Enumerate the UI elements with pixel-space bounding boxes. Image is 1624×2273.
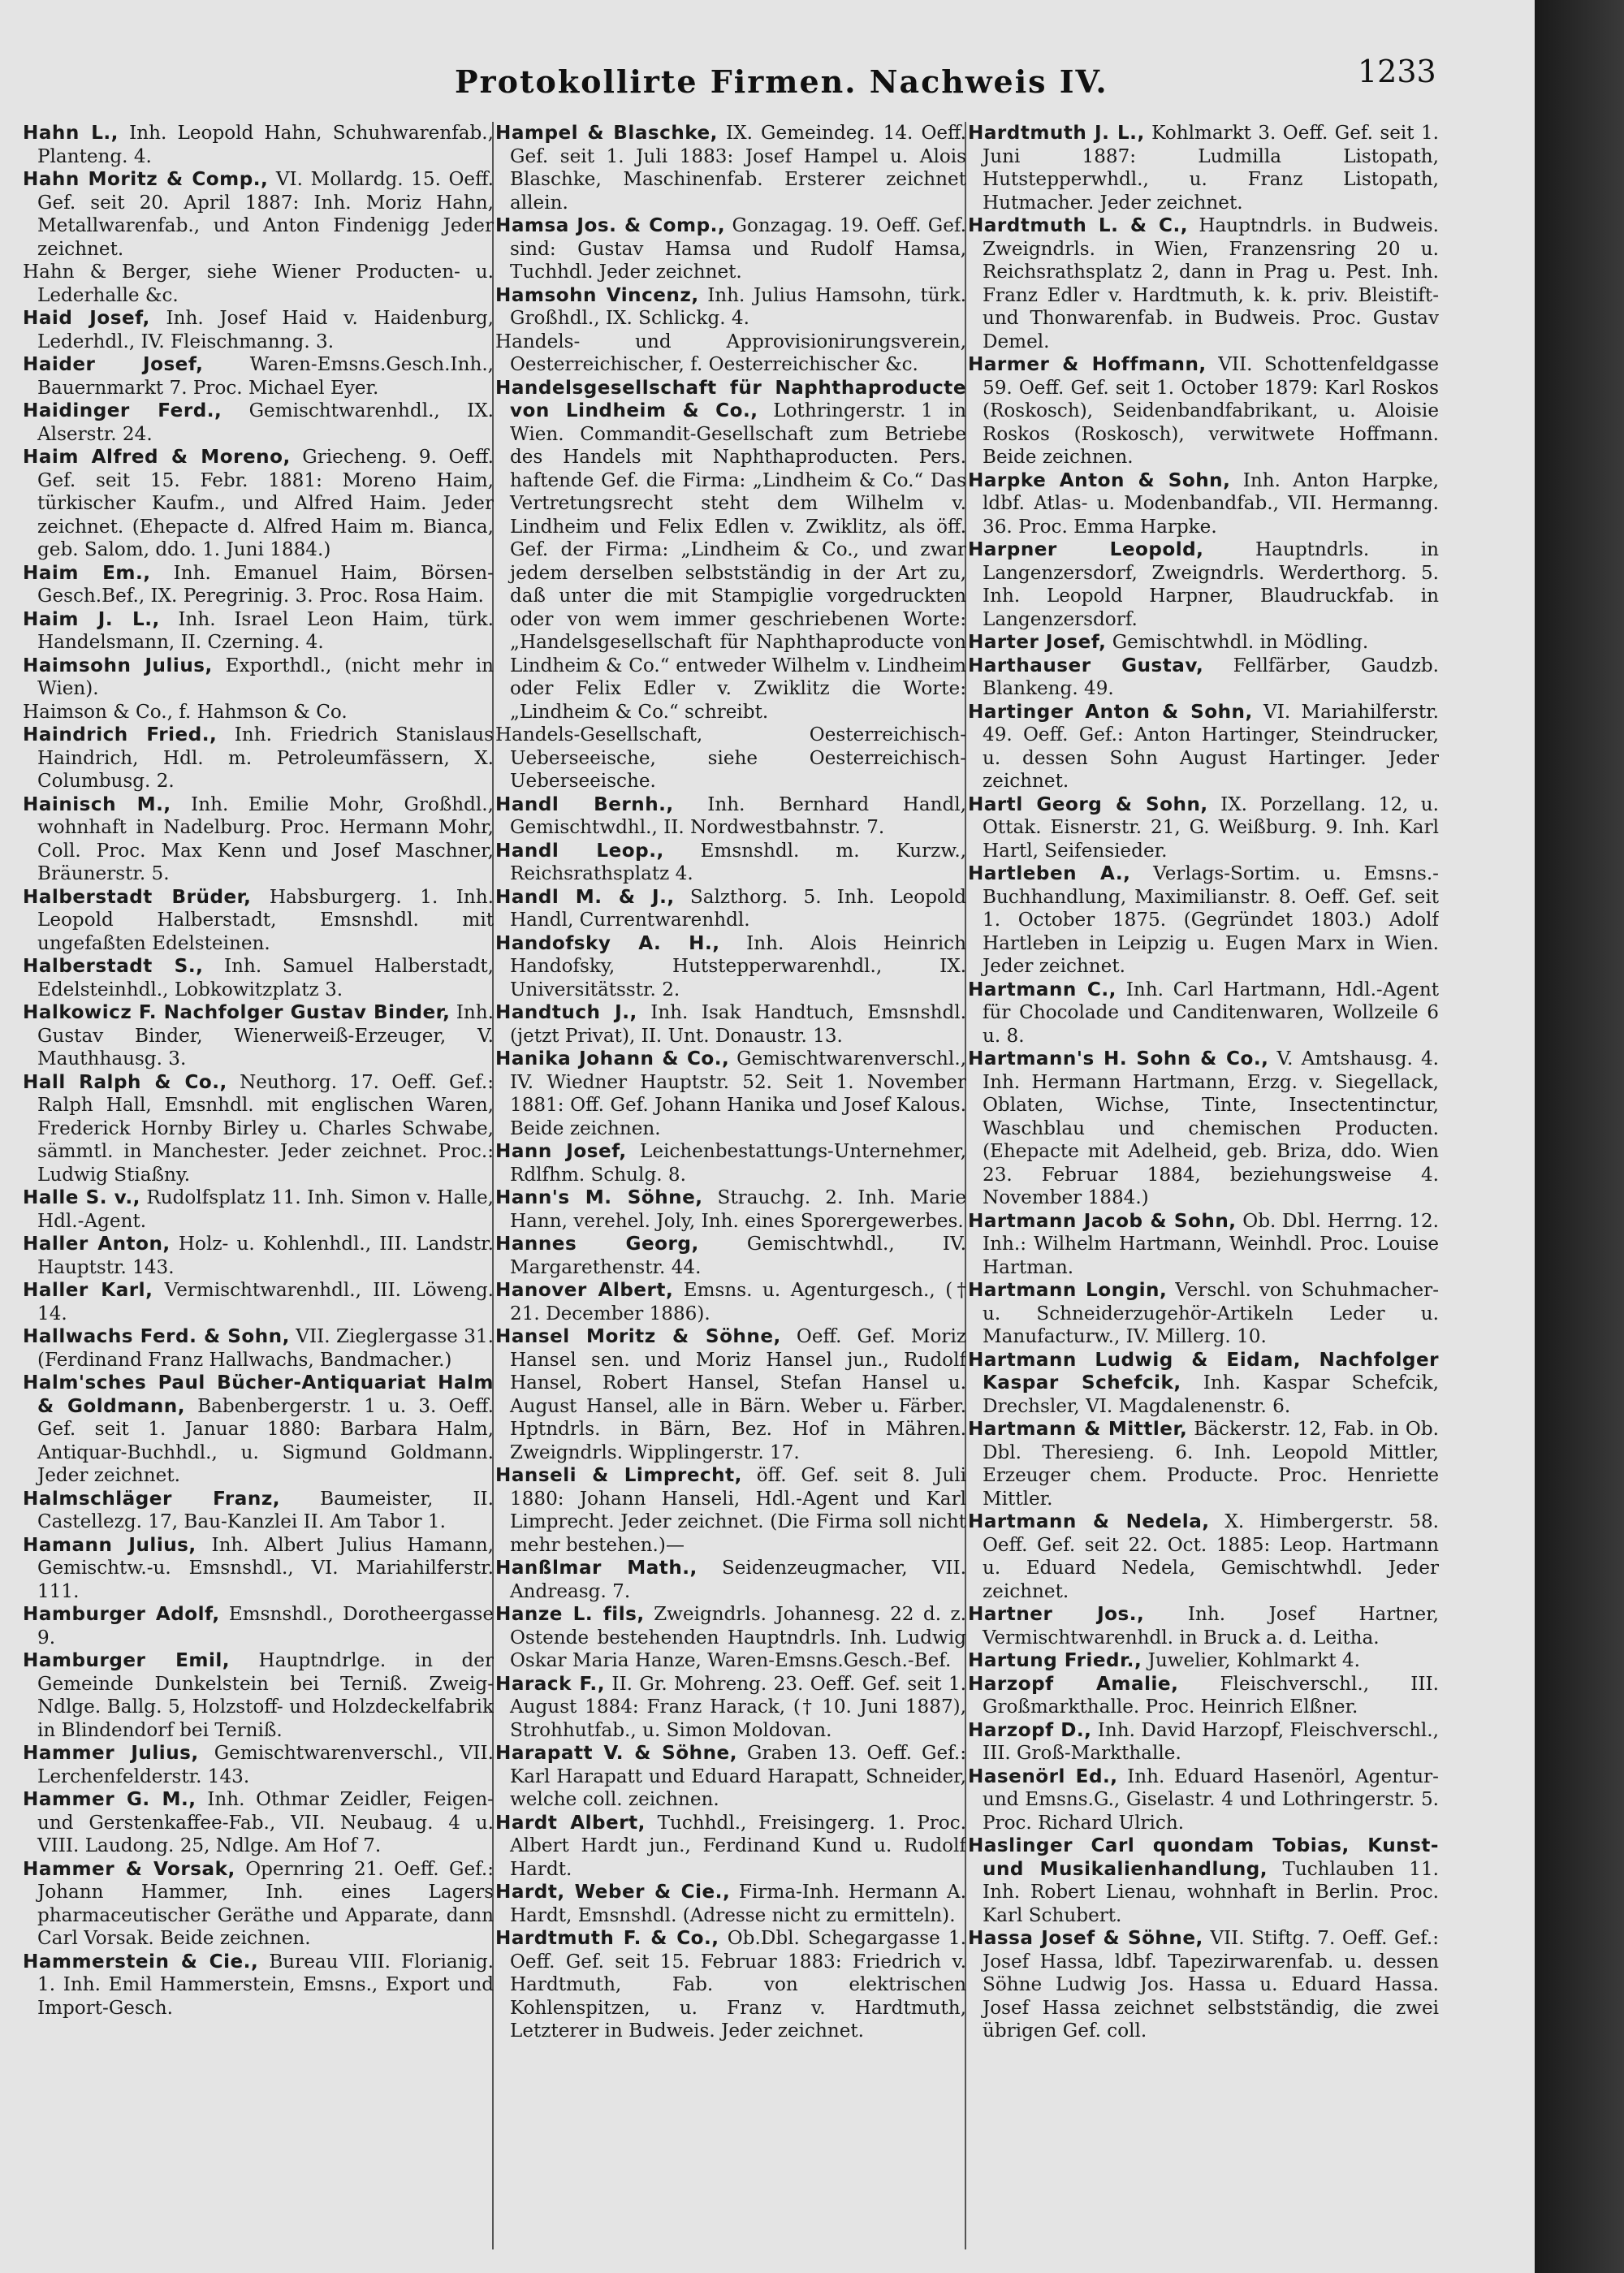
firm-name: Harmer & Hoffmann, [968, 354, 1207, 375]
firm-name: Hartmann & Nedela, [968, 1511, 1210, 1532]
entry-text: Inh. Josef Haid v. Haidenburg, Lederhdl., IV. Fleischmanng. 3. [37, 308, 494, 352]
directory-entry [23, 724, 494, 793]
firm-name: Harzopf Amalie, [968, 1673, 1179, 1695]
entry-text: Inh. Friedrich Stanislaus Haindrich, Hdl. m. Petroleumfässern, X. Columbusg. 2. [37, 724, 494, 792]
directory-entry [968, 214, 1439, 353]
firm-name: Halberstadt Brüder, [23, 886, 252, 908]
firm-name: Hasenörl Ed., [968, 1765, 1118, 1787]
directory-entry [23, 1071, 494, 1187]
entry-text: Inh. Albert Julius Hamann, Gemischtw.-u. Emsnshdl., VI. Mariahilferstr. 111. [37, 1534, 494, 1602]
directory-entry [23, 1279, 494, 1325]
entry-text: Salzthorg. 5. Inh. Leopold Handl, Currentwarenhdl. [510, 886, 966, 931]
directory-entry [968, 1719, 1439, 1765]
firm-name: Hamsa Jos. & Comp., [495, 215, 726, 236]
directory-entry [23, 886, 494, 956]
directory-entry [23, 1603, 494, 1649]
entry-text: Inh. Isak Handtuch, Emsnshdl. (jetzt Privat), II. Unt. Donaustr. 13. [510, 1002, 966, 1047]
firm-name: Hanze L. fils, [495, 1604, 645, 1625]
page-edge [1535, 0, 1624, 2273]
firm-name: Haller Anton, [23, 1234, 171, 1255]
entry-text: Strauchg. 2. Inh. Marie Hann, verehel. Joly, Inh. eines Sporergewerbes. [510, 1187, 966, 1232]
entry-text: Holz- u. Kohlenhdl., III. Landstr. Hauptstr. 143. [37, 1234, 494, 1278]
entry-text: Emsnshdl., Dorotheergasse 9. [37, 1604, 494, 1649]
directory-entry [495, 1557, 966, 1603]
firm-name: Handl Bernh., [495, 793, 674, 815]
directory-entry [495, 1140, 966, 1186]
firm-name: Hardt, Weber & Cie., [495, 1882, 731, 1903]
entry-text: Griecheng. 9. Oeff. Gef. seit 15. Febr. 1881: Moreno Haim, türkischer Kaufm., und Alfred Haim. Jeder zeichnet. (Ehepacte d. Alfred Haim m. Bianca, geb. Salom, ddo. 1. Juni 1884.) [37, 447, 494, 560]
firm-name: Haider Josef, [23, 354, 204, 375]
entry-text: Vermischtwarenhdl., III. Löweng. 14. [37, 1280, 494, 1324]
entry-text: IX. Porzellang. 12, u. Ottak. Eisnerstr. 21, G. Weißburg. 9. Inh. Karl Hartl, Seifensieder. [983, 793, 1439, 862]
directory-entry [968, 979, 1439, 1048]
firm-name: Harthauser Gustav, [968, 655, 1204, 676]
firm-name: Hall Ralph & Co., [23, 1071, 227, 1093]
firm-name: Harpner Leopold, [968, 539, 1204, 560]
entry-text: Gemischtwhdl. in Mödling. [1106, 632, 1369, 653]
entry-text: Inh. Alois Heinrich Handofsky, Hutstepperwarenhdl., IX. Universitätsstr. 2. [510, 932, 966, 1000]
entry-text: Graben 13. Oeff. Gef.: Karl Harapatt und Eduard Harapatt, Schneider, welche coll. zeichnen. [510, 1743, 966, 1810]
entry-text: Inh. Leopold Hahn, Schuhwarenfab., Planteng. 4. [37, 123, 494, 167]
directory-entry [23, 122, 494, 168]
entry-text: Opernring 21. Oeff. Gef.: Johann Hammer, Inh. eines Lagers pharmaceutischer Geräthe und Apparate, dann Carl Vorsak. Beide zeichnen. [37, 1858, 494, 1949]
firm-name: Handtuch J., [495, 1002, 637, 1023]
directory-entry [495, 1325, 966, 1464]
entry-text: Gemischtwarenverschl., VII. Lerchenfelderstr. 143. [37, 1743, 494, 1787]
entry-text: Leichenbestattungs-Unternehmer, Rdlfhm. Schulg. 8. [510, 1141, 966, 1186]
firm-name: Hallwachs Ferd. & Sohn, [23, 1326, 290, 1347]
firm-name: Hardtmuth L. & C., [968, 215, 1189, 236]
entry-text: öff. Gef. seit 8. Juli 1880: Johann Hanseli, Hdl.-Agent und Karl Limprecht. Jeder zeichnet. (Die Firma soll nicht mehr bestehen.)— [510, 1465, 966, 1556]
firm-name: Hartmann Jacob & Sohn, [968, 1210, 1237, 1232]
page-title: Protokollirte Firmen. Nachweis IV. [455, 63, 1108, 100]
directory-entry [23, 1858, 494, 1951]
directory-entry [495, 1048, 966, 1140]
entry-text: Exporthdl., (nicht mehr in Wien). [37, 655, 494, 699]
directory-entry [968, 538, 1439, 631]
firm-name: Hartleben A., [968, 863, 1131, 884]
entry-text: Haimson & Co., f. Hahmson & Co. [23, 701, 348, 723]
entry-text: VII. Stiftg. 7. Oeff. Gef.: Josef Hassa, ldbf. Tapezirwarenfab. u. dessen Söhne Ludwig Jos. Hassa u. Eduard Hassa. Josef Hassa zeichnet selbstständig, die zwei übrigen Gef. coll. [983, 1928, 1439, 2042]
entry-text: Fleischverschl., III. Großmarkthalle. Proc. Heinrich Elßner. [983, 1673, 1439, 1718]
directory-entry [495, 377, 966, 724]
firm-name: Hampel & Blaschke, [495, 123, 718, 144]
entry-text: Tuchhdl., Freisingerg. 1. Proc. Albert Hardt jun., Ferdinand Kund u. Rudolf Hardt. [510, 1812, 966, 1880]
firm-name: Hanover Albert, [495, 1280, 674, 1301]
directory-entry [23, 562, 494, 608]
directory-entry [495, 331, 966, 377]
directory-entry [968, 862, 1439, 979]
firm-name: Hardt Albert, [495, 1812, 646, 1834]
entry-text: VII. Zieglergasse 31. (Ferdinand Franz Hallwachs, Bandmacher.) [37, 1326, 494, 1371]
directory-entry [23, 793, 494, 886]
column-2 [495, 122, 966, 2233]
entry-text: VI. Mariahilferstr. 49. Oeff. Gef.: Anton Hartinger, Steindrucker, u. dessen Sohn August Hartinger. Jeder zeichnet. [983, 701, 1439, 792]
directory-entry [23, 1325, 494, 1372]
directory-entry [968, 793, 1439, 863]
firm-name: Hannes Georg, [495, 1234, 699, 1255]
firm-name: Hammer & Vorsak, [23, 1858, 235, 1880]
entry-text: Inh. Anton Harpke, ldbf. Atlas- u. Modenbandfab., VII. Hermanng. 36. Proc. Emma Harpke. [983, 469, 1439, 538]
entry-text: Inh. Eduard Hasenörl, Agentur- und Emsns.G., Giselastr. 4 und Lothringerstr. 5. Proc. Richard Ulrich. [983, 1765, 1439, 1834]
directory-entry [968, 1510, 1439, 1603]
entry-text: Inh. Gustav Binder, Wienerweiß-Erzeuger, V. Mauthhausg. 3. [37, 1002, 494, 1070]
directory-entry [23, 1742, 494, 1788]
directory-entry [23, 168, 494, 261]
directory-entry [968, 1210, 1439, 1280]
entry-text: Inh. Kaspar Schefcik, Drechsler, VI. Magdalenenstr. 6. [983, 1372, 1439, 1417]
firm-name: Hassa Josef & Söhne, [968, 1928, 1203, 1949]
directory-entry [495, 1186, 966, 1233]
directory-entry [968, 469, 1439, 539]
directory-entry [968, 631, 1439, 655]
directory-entry [968, 1048, 1439, 1210]
directory-entry [968, 1927, 1439, 2043]
entry-text: Gemischtwarenverschl., IV. Wiedner Hauptstr. 52. Seit 1. November 1881: Off. Gef. Johann Hanika und Josef Kalous. Beide zeichnen. [510, 1048, 966, 1139]
firm-name: Handl Leop., [495, 840, 664, 862]
entry-text: Inh. Julius Hamsohn, türk. Großhdl., IX. Schlickg. 4. [510, 284, 966, 329]
directory-entry [968, 122, 1439, 214]
firm-name: Haller Karl, [23, 1280, 153, 1301]
firm-name: Hamburger Adolf, [23, 1604, 220, 1625]
directory-entry [23, 1534, 494, 1604]
page-number: 1233 [1358, 54, 1436, 89]
firm-name: Hanika Johann & Co., [495, 1048, 730, 1070]
entry-text: Babenbergerstr. 1 u. 3. Oeff. Gef. seit 1. Januar 1880: Barbara Halm, Antiquar-Buchhdl., u. Sigmund Goldmann. Jeder zeichnet. [37, 1395, 494, 1486]
entry-text: Tuchlauben 11. Inh. Robert Lienau, wohnhaft in Berlin. Proc. Karl Schubert. [983, 1858, 1439, 1926]
directory-entry [968, 1603, 1439, 1649]
firm-name: Hann's M. Söhne, [495, 1187, 703, 1208]
directory-entry [495, 1742, 966, 1812]
directory-entry [495, 1001, 966, 1048]
entry-text: Emsns. u. Agenturgesch., († 21. December 1886). [510, 1280, 966, 1324]
entry-text: Oeff. Gef. Moriz Hansel sen. und Moriz Hansel jun., Rudolf Hansel, Robert Hansel, Stefan Hansel u. August Hansel, alle in Bärn. Weber u. Färber. Hptndrls. in Bärn, Bez. Hof in Mähren. Zweigndrls. Wipplingerstr. 17. [510, 1326, 966, 1463]
entry-text: Gemischtwhdl., IV. Margarethenstr. 44. [510, 1234, 966, 1278]
firm-name: Hardtmuth J. L., [968, 123, 1145, 144]
firm-name: Hahn Moritz & Comp., [23, 169, 269, 190]
firm-name: Hamann Julius, [23, 1534, 197, 1556]
entry-text: Gonzagag. 19. Oeff. Gef. sind: Gustav Hamsa und Rudolf Hamsa, Tuchhdl. Jeder zeichnet. [510, 215, 966, 283]
entry-text: Zweigndrls. Johannesg. 22 d. z. Ostende bestehenden Hauptndrls. Inh. Ludwig Oskar Maria Hanze, Waren-Emsns.Gesch.-Bef. [510, 1604, 966, 1671]
firm-name: Hartner Jos., [968, 1604, 1145, 1625]
entry-text: Handels-Gesellschaft, Oesterreichisch-Ueberseeische, siehe Oesterreichisch-Ueberseeische. [495, 724, 966, 792]
firm-name: Hammer Julius, [23, 1743, 199, 1764]
firm-name: Halberstadt S., [23, 956, 204, 977]
entry-text: Verlags-Sortim. u. Emsns.-Buchhandlung, Maximilianstr. 8. Oeff. Gef. seit 1. October 1875. (Gegründet 1803.) Adolf Hartleben in Leipzig u. Eugen Marx in Wien. Jeder zeichnet. [983, 863, 1439, 977]
entry-text: Ob. Dbl. Herrng. 12. Inh.: Wilhelm Hartmann, Weinhdl. Proc. Louise Hartman. [983, 1210, 1439, 1278]
directory-entry [23, 1649, 494, 1742]
entry-text: Inh. Israel Leon Haim, türk. Handelsmann, II. Czerning. 4. [37, 608, 494, 653]
directory-entry [495, 793, 966, 840]
firm-name: Hammerstein & Cie., [23, 1951, 259, 1973]
entry-text: Juwelier, Kohlmarkt 4. [1142, 1650, 1360, 1671]
directory-entry [23, 307, 494, 353]
directory-entry [495, 1233, 966, 1279]
directory-entry [495, 932, 966, 1002]
directory-entry [968, 701, 1439, 793]
entry-text: Inh. Carl Hartmann, Hdl.-Agent für Chocolade und Canditenwaren, Wollzeile 6 u. 8. [983, 979, 1439, 1047]
firm-name: Handelsgesellschaft für Naphthaproducte von Lindheim & Co., [495, 377, 966, 421]
directory-entry [968, 1834, 1439, 1927]
firm-name: Hanßlmar Math., [495, 1558, 698, 1579]
firm-name: Hartmann Ludwig & Eidam, Nachfolger Kaspar Schefcik, [968, 1349, 1439, 1394]
entry-text: Inh. Emanuel Haim, Börsen-Gesch.Bef., IX. Peregrinig. 3. Proc. Rosa Haim. [37, 562, 494, 607]
firm-name: Harpke Anton & Sohn, [968, 469, 1231, 491]
entry-text: Inh. Samuel Halberstadt, Edelsteinhdl., Lobkowitzplatz 3. [37, 956, 494, 1000]
entry-text: Ob.Dbl. Schegargasse 1. Oeff. Gef. seit 15. Februar 1883: Friedrich v. Hardtmuth, Fab. von elektrischen Kohlenspitzen, u. Franz v. Hardtmuth, Letzterer in Budweis. Jeder zeichnet. [510, 1928, 966, 2042]
firm-name: Haslinger Carl quondam Tobias, Kunst- und Musikalienhandlung, [968, 1835, 1439, 1880]
directory-entry [23, 955, 494, 1001]
firm-name: Haim Alfred & Moreno, [23, 447, 291, 468]
entry-text: Bureau VIII. Florianig. 1. Inh. Emil Hammerstein, Emsns., Export und Import-Gesch. [37, 1951, 494, 2019]
firm-name: Harack F., [495, 1673, 605, 1695]
directory-entry [23, 655, 494, 701]
entry-text: VI. Mollardg. 15. Oeff. Gef. seit 20. April 1887: Inh. Moriz Hahn, Metallwarenfab., und Anton Findenigg Jeder zeichnet. [37, 169, 494, 260]
directory-entry [968, 1765, 1439, 1835]
directory-entry [968, 655, 1439, 701]
directory-entry [23, 400, 494, 446]
entry-text: Lothringerstr. 1 in Wien. Commandit-Gesellschaft zum Betriebe des Handels mit Naphthaproducten. Pers. haftende Gef. die Firma: „Lindheim & Co.“ Das Vertretungsrecht steht dem Wilhelm v. Lindheim und Felix Edlen v. Zwiklitz, als öff. Gef. der Firma: „Lindheim & Co., und zwar jedem derselben selbstständig in der Art zu, daß unter die mit Stampiglie vorgedruckten oder von wem immer geschriebenen Worte: „Handelsgesellschaft für Naphthaproducte von Lindheim & Co.“ entweder Wilhelm v. Lindheim oder Felix Edler v. Zwiklitz die Worte: „Lindheim & Co.“ schreibt. [510, 400, 966, 723]
firm-name: Hartl Georg & Sohn, [968, 793, 1208, 815]
directory-entry [23, 261, 494, 307]
entry-text: Baumeister, II. Castellezg. 17, Bau-Kanzlei II. Am Tabor 1. [37, 1488, 494, 1532]
directory-entry [495, 1673, 966, 1743]
directory-entry [23, 1372, 494, 1488]
firm-name: Hardtmuth F. & Co., [495, 1928, 719, 1949]
firm-name: Haid Josef, [23, 308, 150, 329]
directory-entry [968, 1349, 1439, 1419]
directory-entry [968, 1649, 1439, 1673]
entry-text: IX. Gemeindeg. 14. Oeff. Gef. seit 1. Juli 1883: Josef Hampel u. Alois Blaschke, Maschinenfab. Ersterer zeichnet allein. [510, 123, 966, 214]
entry-text: Kohlmarkt 3. Oeff. Gef. seit 1. Juni 1887: Ludmilla Listopath, Hutstepperwhdl., u. Franz Listopath, Hutmacher. Jeder zeichnet. [983, 123, 1439, 214]
directory-entry [23, 446, 494, 562]
entry-text: Hauptndrlge. in der Gemeinde Dunkelstein bei Terniß. Zweig-Ndlge. Ballg. 5, Holzstoff- und Holzdeckelfabrik in Blindendorf bei Terniß. [37, 1650, 494, 1741]
column-1 [23, 122, 494, 2233]
firm-name: Haidinger Ferd., [23, 400, 222, 421]
directory-entry [495, 1464, 966, 1557]
firm-name: Hainisch M., [23, 793, 171, 815]
firm-name: Hann Josef, [495, 1141, 627, 1162]
entry-text: II. Gr. Mohreng. 23. Oeff. Gef. seit 1. August 1884: Franz Harack, († 10. Juni 1887), Strohhutfab., u. Simon Moldovan. [510, 1673, 966, 1741]
directory-entry [495, 1279, 966, 1325]
firm-name: Halle S. v., [23, 1187, 140, 1208]
entry-text: Emsnshdl. m. Kurzw., Reichsrathsplatz 4. [510, 840, 966, 884]
firm-name: Hartmann C., [968, 979, 1116, 1000]
directory-entry [968, 353, 1439, 469]
firm-name: Hartmann's H. Sohn & Co., [968, 1048, 1269, 1070]
entry-text: Neuthorg. 17. Oeff. Gef.: Ralph Hall, Emsnhdl. mit englischen Waren, Frederick Hornby Birley u. Charles Schwabe, sämmtl. in Manchester. Jeder zeichnet. Proc.: Ludwig Stiaßny. [37, 1071, 494, 1186]
directory-entry [23, 1788, 494, 1858]
firm-name: Halmschläger Franz, [23, 1488, 281, 1510]
directory-entry [495, 886, 966, 932]
directory-entry [495, 1927, 966, 2043]
directory-entry [968, 1279, 1439, 1349]
directory-entry [495, 122, 966, 214]
entry-text: Hahn & Berger, siehe Wiener Producten- u. Lederhalle &c. [23, 261, 494, 306]
directory-entry [495, 1881, 966, 1927]
entry-text: Seidenzeugmacher, VII. Andreasg. 7. [510, 1558, 966, 1602]
entry-text: Habsburgerg. 1. Inh. Leopold Halberstadt, Emsnshdl. mit ungefaßten Edelsteinen. [37, 886, 494, 954]
entry-text: Hauptndrls. in Budweis. Zweigndrls. in Wien, Franzensring 20 u. Reichsrathsplatz 2, dann in Prag u. Pest. Inh. Franz Edler v. Hardtmuth, k. k. priv. Bleistift- und Thonwarenfab. in Budweis. Proc. Gustav Demel. [983, 215, 1439, 352]
entry-text: Waren-Emsns.Gesch.Inh., Bauernmarkt 7. Proc. Michael Eyer. [37, 354, 494, 399]
firm-name: Hamsohn Vincenz, [495, 284, 699, 306]
entry-text: Inh. Josef Hartner, Vermischtwarenhdl. in Bruck a. d. Leitha. [983, 1604, 1439, 1649]
firm-name: Hahn L., [23, 123, 119, 144]
entry-text: Inh. Othmar Zeidler, Feigen- und Gerstenkaffee-Fab., VII. Neubaug. 4 u. VIII. Laudong. 25, Ndlge. Am Hof 7. [37, 1789, 494, 1856]
firm-name: Handl M. & J., [495, 886, 675, 908]
entry-text: Hauptndrls. in Langenzersdorf, Zweigndrls. Werderthorg. 5. Inh. Leopold Harpner, Blaudruckfab. in Langenzersdorf. [983, 539, 1439, 630]
entry-text: VII. Schottenfeldgasse 59. Oeff. Gef. seit 1. October 1879: Karl Roskos (Roskosch), Seidenbandfabrikant, u. Aloisie Roskos (Roskosch), verwitwete Hoffmann. Beide zeichnen. [983, 354, 1439, 468]
firm-name: Hanseli & Limprecht, [495, 1465, 742, 1486]
directory-entry [495, 214, 966, 284]
directory-entry [23, 1951, 494, 2020]
directory-entry [23, 1233, 494, 1279]
firm-name: Hamburger Emil, [23, 1650, 231, 1671]
entry-text: Handels- und Approvisionirungsverein, Oesterreichischer, f. Oesterreichischer &c. [495, 331, 966, 375]
directory-entry [23, 1186, 494, 1233]
directory-entry [23, 701, 494, 724]
entry-text: Gemischtwarenhdl., IX. Alserstr. 24. [37, 400, 494, 445]
entry-text: Rudolfsplatz 11. Inh. Simon v. Halle, Hdl.-Agent. [37, 1187, 494, 1232]
firm-name: Hansel Moritz & Söhne, [495, 1326, 781, 1347]
entry-text: Fellfärber, Gaudzb. Blankeng. 49. [983, 655, 1439, 699]
entry-text: V. Amtshausg. 4. Inh. Hermann Hartmann, Erzg. v. Siegellack, Oblaten, Wichse, Tinte, Insectentinctur, Waschblau und chemischen Producten. (Ehepacte mit Adelheid, geb. Briza, ddo. Wien 23. Februar 1884, beziehungsweise 4. November 1884.) [983, 1048, 1439, 1208]
firm-name: Handofsky A. H., [495, 932, 720, 954]
firm-name: Halm'sches Paul Bücher-Antiquariat Halm & Goldmann, [23, 1372, 494, 1417]
firm-name: Hartmann Longin, [968, 1280, 1168, 1301]
directory-entry [23, 608, 494, 655]
directory-entry [23, 1001, 494, 1071]
column-3 [968, 122, 1439, 2233]
directory-entry [495, 1603, 966, 1673]
directory-entry [495, 1812, 966, 1882]
firm-name: Haindrich Fried., [23, 724, 218, 745]
firm-name: Haim Em., [23, 562, 151, 584]
entry-text: Firma-Inh. Hermann A. Hardt, Emsnshdl. (Adresse nicht zu ermitteln). [510, 1882, 966, 1926]
entry-text: Bäckerstr. 12, Fab. in Ob. Dbl. Theresieng. 6. Inh. Leopold Mittler, Erzeuger chem. Producte. Proc. Henriette Mittler. [983, 1419, 1439, 1510]
entry-text: Verschl. von Schuhmacher- u. Schneiderzugehör-Artikeln Leder u. Manufacturw., IV. Millerg. 10. [983, 1280, 1439, 1347]
directory-entry [495, 724, 966, 793]
firm-name: Hartmann & Mittler, [968, 1419, 1188, 1440]
firm-name: Hartung Friedr., [968, 1650, 1142, 1671]
directory-entry [495, 840, 966, 886]
entry-text: Inh. David Harzopf, Fleischverschl., III. Groß-Markthalle. [983, 1719, 1439, 1764]
directory-entry [23, 353, 494, 400]
firm-name: Harzopf D., [968, 1719, 1092, 1741]
directory-entry [968, 1418, 1439, 1510]
firm-name: Haimsohn Julius, [23, 655, 213, 676]
entry-text: Inh. Emilie Mohr, Großhdl., wohnhaft in Nadelburg. Proc. Hermann Mohr, Coll. Proc. Max Kenn und Josef Maschner, Bräunerstr. 5. [37, 793, 494, 884]
firm-name: Haim J. L., [23, 608, 160, 630]
directory-entry [968, 1673, 1439, 1719]
firm-name: Harapatt V. & Söhne, [495, 1743, 737, 1764]
firm-name: Hartinger Anton & Sohn, [968, 701, 1253, 723]
firm-name: Harter Josef, [968, 632, 1107, 653]
entry-text: X. Himbergerstr. 58. Oeff. Gef. seit 22. Oct. 1885: Leop. Hartmann u. Eduard Nedela, Gemischtwhdl. Jeder zeichnet. [983, 1511, 1439, 1602]
firm-name: Hammer G. M., [23, 1789, 197, 1810]
directory-entry [23, 1488, 494, 1534]
firm-name: Halkowicz F. Nachfolger Gustav Binder, [23, 1002, 451, 1023]
directory-entry [495, 284, 966, 331]
entry-text: Inh. Bernhard Handl, Gemischtwdhl., II. Nordwestbahnstr. 7. [510, 793, 966, 838]
